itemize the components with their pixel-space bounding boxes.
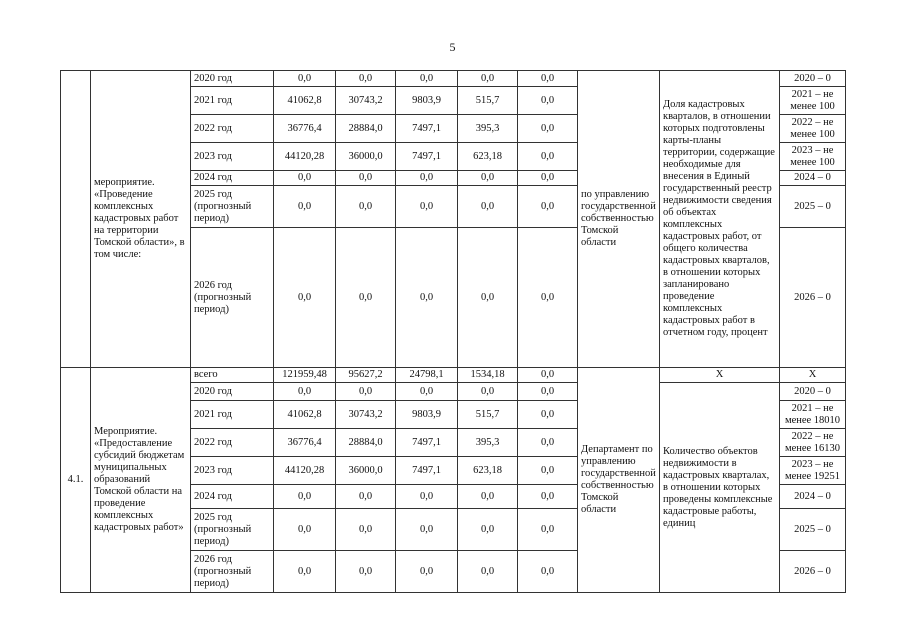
year-cell: 2026 год (прогнозный период) xyxy=(191,551,274,593)
total-cell: 0,0 xyxy=(274,485,336,509)
value-cell: 36000,0 xyxy=(336,457,396,485)
total-cell: 41062,8 xyxy=(274,87,336,115)
year-cell: 2024 год xyxy=(191,171,274,186)
value-cell: 0,0 xyxy=(458,485,518,509)
total-cell: 0,0 xyxy=(274,509,336,551)
value-cell: 0,0 xyxy=(518,457,578,485)
value-cell: 0,0 xyxy=(396,509,458,551)
value-cell: 7497,1 xyxy=(396,143,458,171)
value-cell: 0,0 xyxy=(518,368,578,383)
value-cell: 395,3 xyxy=(458,115,518,143)
value-cell: 0,0 xyxy=(396,186,458,228)
value-cell: 0,0 xyxy=(396,551,458,593)
target-cell: 2025 – 0 xyxy=(780,509,846,551)
year-cell: 2025 год (прогнозный период) xyxy=(191,186,274,228)
value-cell: 0,0 xyxy=(458,509,518,551)
value-cell: 36000,0 xyxy=(336,143,396,171)
target-cell: 2020 – 0 xyxy=(780,71,846,87)
value-cell: 515,7 xyxy=(458,401,518,429)
indicator-cell: X xyxy=(660,368,780,383)
value-cell: 515,7 xyxy=(458,87,518,115)
activity-name-cell: мероприятие. «Проведение комплексных кадастровых работ на территории Томской области», в том числе: xyxy=(91,71,191,368)
year-cell: 2026 год (прогнозный период) xyxy=(191,228,274,368)
value-cell: 0,0 xyxy=(336,485,396,509)
value-cell: 0,0 xyxy=(458,71,518,87)
row-number-cell xyxy=(61,71,91,368)
value-cell: 9803,9 xyxy=(396,401,458,429)
value-cell: 7497,1 xyxy=(396,115,458,143)
value-cell: 0,0 xyxy=(396,383,458,401)
target-cell: 2025 – 0 xyxy=(780,186,846,228)
value-cell: 0,0 xyxy=(336,186,396,228)
year-cell: 2023 год xyxy=(191,457,274,485)
value-cell: 0,0 xyxy=(336,551,396,593)
value-cell: 30743,2 xyxy=(336,401,396,429)
target-cell: 2023 – не менее 100 xyxy=(780,143,846,171)
value-cell: 0,0 xyxy=(336,171,396,186)
table-row xyxy=(61,71,846,87)
value-cell: 0,0 xyxy=(458,186,518,228)
value-cell: 24798,1 xyxy=(396,368,458,383)
value-cell: 0,0 xyxy=(518,71,578,87)
year-cell: 2021 год xyxy=(191,87,274,115)
total-cell: 0,0 xyxy=(274,228,336,368)
indicator-cell: Количество объектов недвижимости в кадастровых кварталах, в отношении которых проведены комплексные кадастровые работы, единиц xyxy=(660,383,780,593)
value-cell: 0,0 xyxy=(396,485,458,509)
value-cell: 0,0 xyxy=(518,228,578,368)
value-cell: 7497,1 xyxy=(396,457,458,485)
total-cell: 44120,28 xyxy=(274,143,336,171)
value-cell: 28884,0 xyxy=(336,115,396,143)
target-cell: 2026 – 0 xyxy=(780,228,846,368)
value-cell: 0,0 xyxy=(518,509,578,551)
value-cell: 0,0 xyxy=(396,228,458,368)
value-cell: 0,0 xyxy=(518,429,578,457)
value-cell: 0,0 xyxy=(518,87,578,115)
total-cell: 0,0 xyxy=(274,551,336,593)
year-cell: всего xyxy=(191,368,274,383)
total-cell: 44120,28 xyxy=(274,457,336,485)
year-cell: 2020 год xyxy=(191,71,274,87)
value-cell: 395,3 xyxy=(458,429,518,457)
value-cell: 0,0 xyxy=(458,228,518,368)
value-cell: 0,0 xyxy=(336,383,396,401)
target-cell: 2022 – не менее 100 xyxy=(780,115,846,143)
year-cell: 2022 год xyxy=(191,429,274,457)
program-table xyxy=(60,70,846,593)
total-cell: 36776,4 xyxy=(274,115,336,143)
value-cell: 0,0 xyxy=(518,143,578,171)
target-cell: 2026 – 0 xyxy=(780,551,846,593)
target-cell: 2021 – не менее 18010 xyxy=(780,401,846,429)
value-cell: 0,0 xyxy=(518,186,578,228)
target-cell: 2021 – не менее 100 xyxy=(780,87,846,115)
target-cell: 2024 – 0 xyxy=(780,485,846,509)
value-cell: 95627,2 xyxy=(336,368,396,383)
value-cell: 0,0 xyxy=(518,401,578,429)
value-cell: 623,18 xyxy=(458,143,518,171)
year-cell: 2023 год xyxy=(191,143,274,171)
indicator-cell: Доля кадастровых кварталов, в отношении которых подготовлены карты-планы территории, содержащие необходимые для внесения в Единый государственный реестр недвижимости сведения об объектах комплексных кадастровых работ, от общего количества кадастровых кварталов, в отношении которых запланировано проведение комплексных кадастровых работ в отчетном году, процент xyxy=(660,71,780,368)
target-cell: 2020 – 0 xyxy=(780,383,846,401)
page-number: 5 xyxy=(449,40,456,54)
value-cell: 0,0 xyxy=(518,115,578,143)
total-cell: 0,0 xyxy=(274,71,336,87)
target-cell: 2023 – не менее 19251 xyxy=(780,457,846,485)
executor-cell: по управлению государственной собственностью Томской области xyxy=(578,71,660,368)
value-cell: 0,0 xyxy=(458,551,518,593)
value-cell: 0,0 xyxy=(458,383,518,401)
total-cell: 0,0 xyxy=(274,171,336,186)
executor-cell: Департамент по управлению государственной собственностью Томской области xyxy=(578,368,660,593)
value-cell: 0,0 xyxy=(336,71,396,87)
year-cell: 2022 год xyxy=(191,115,274,143)
value-cell: 0,0 xyxy=(396,71,458,87)
target-cell: X xyxy=(780,368,846,383)
value-cell: 0,0 xyxy=(518,485,578,509)
year-cell: 2021 год xyxy=(191,401,274,429)
value-cell: 1534,18 xyxy=(458,368,518,383)
value-cell: 30743,2 xyxy=(336,87,396,115)
value-cell: 0,0 xyxy=(458,171,518,186)
value-cell: 0,0 xyxy=(518,383,578,401)
value-cell: 0,0 xyxy=(518,551,578,593)
year-cell: 2024 год xyxy=(191,485,274,509)
total-cell: 121959,48 xyxy=(274,368,336,383)
total-cell: 41062,8 xyxy=(274,401,336,429)
year-cell: 2025 год (прогнозный период) xyxy=(191,509,274,551)
value-cell: 0,0 xyxy=(518,171,578,186)
target-cell: 2024 – 0 xyxy=(780,171,846,186)
value-cell: 0,0 xyxy=(396,171,458,186)
activity-name-cell: Мероприятие. «Предоставление субсидий бюджетам муниципальных образований Томской области на проведение комплексных кадастровых работ» xyxy=(91,368,191,593)
value-cell: 28884,0 xyxy=(336,429,396,457)
target-cell: 2022 – не менее 16130 xyxy=(780,429,846,457)
value-cell: 7497,1 xyxy=(396,429,458,457)
total-cell: 36776,4 xyxy=(274,429,336,457)
value-cell: 0,0 xyxy=(336,509,396,551)
value-cell: 623,18 xyxy=(458,457,518,485)
total-cell: 0,0 xyxy=(274,186,336,228)
value-cell: 0,0 xyxy=(336,228,396,368)
year-cell: 2020 год xyxy=(191,383,274,401)
row-number-cell: 4.1. xyxy=(61,368,91,593)
value-cell: 9803,9 xyxy=(396,87,458,115)
total-cell: 0,0 xyxy=(274,383,336,401)
table-row xyxy=(61,368,846,383)
